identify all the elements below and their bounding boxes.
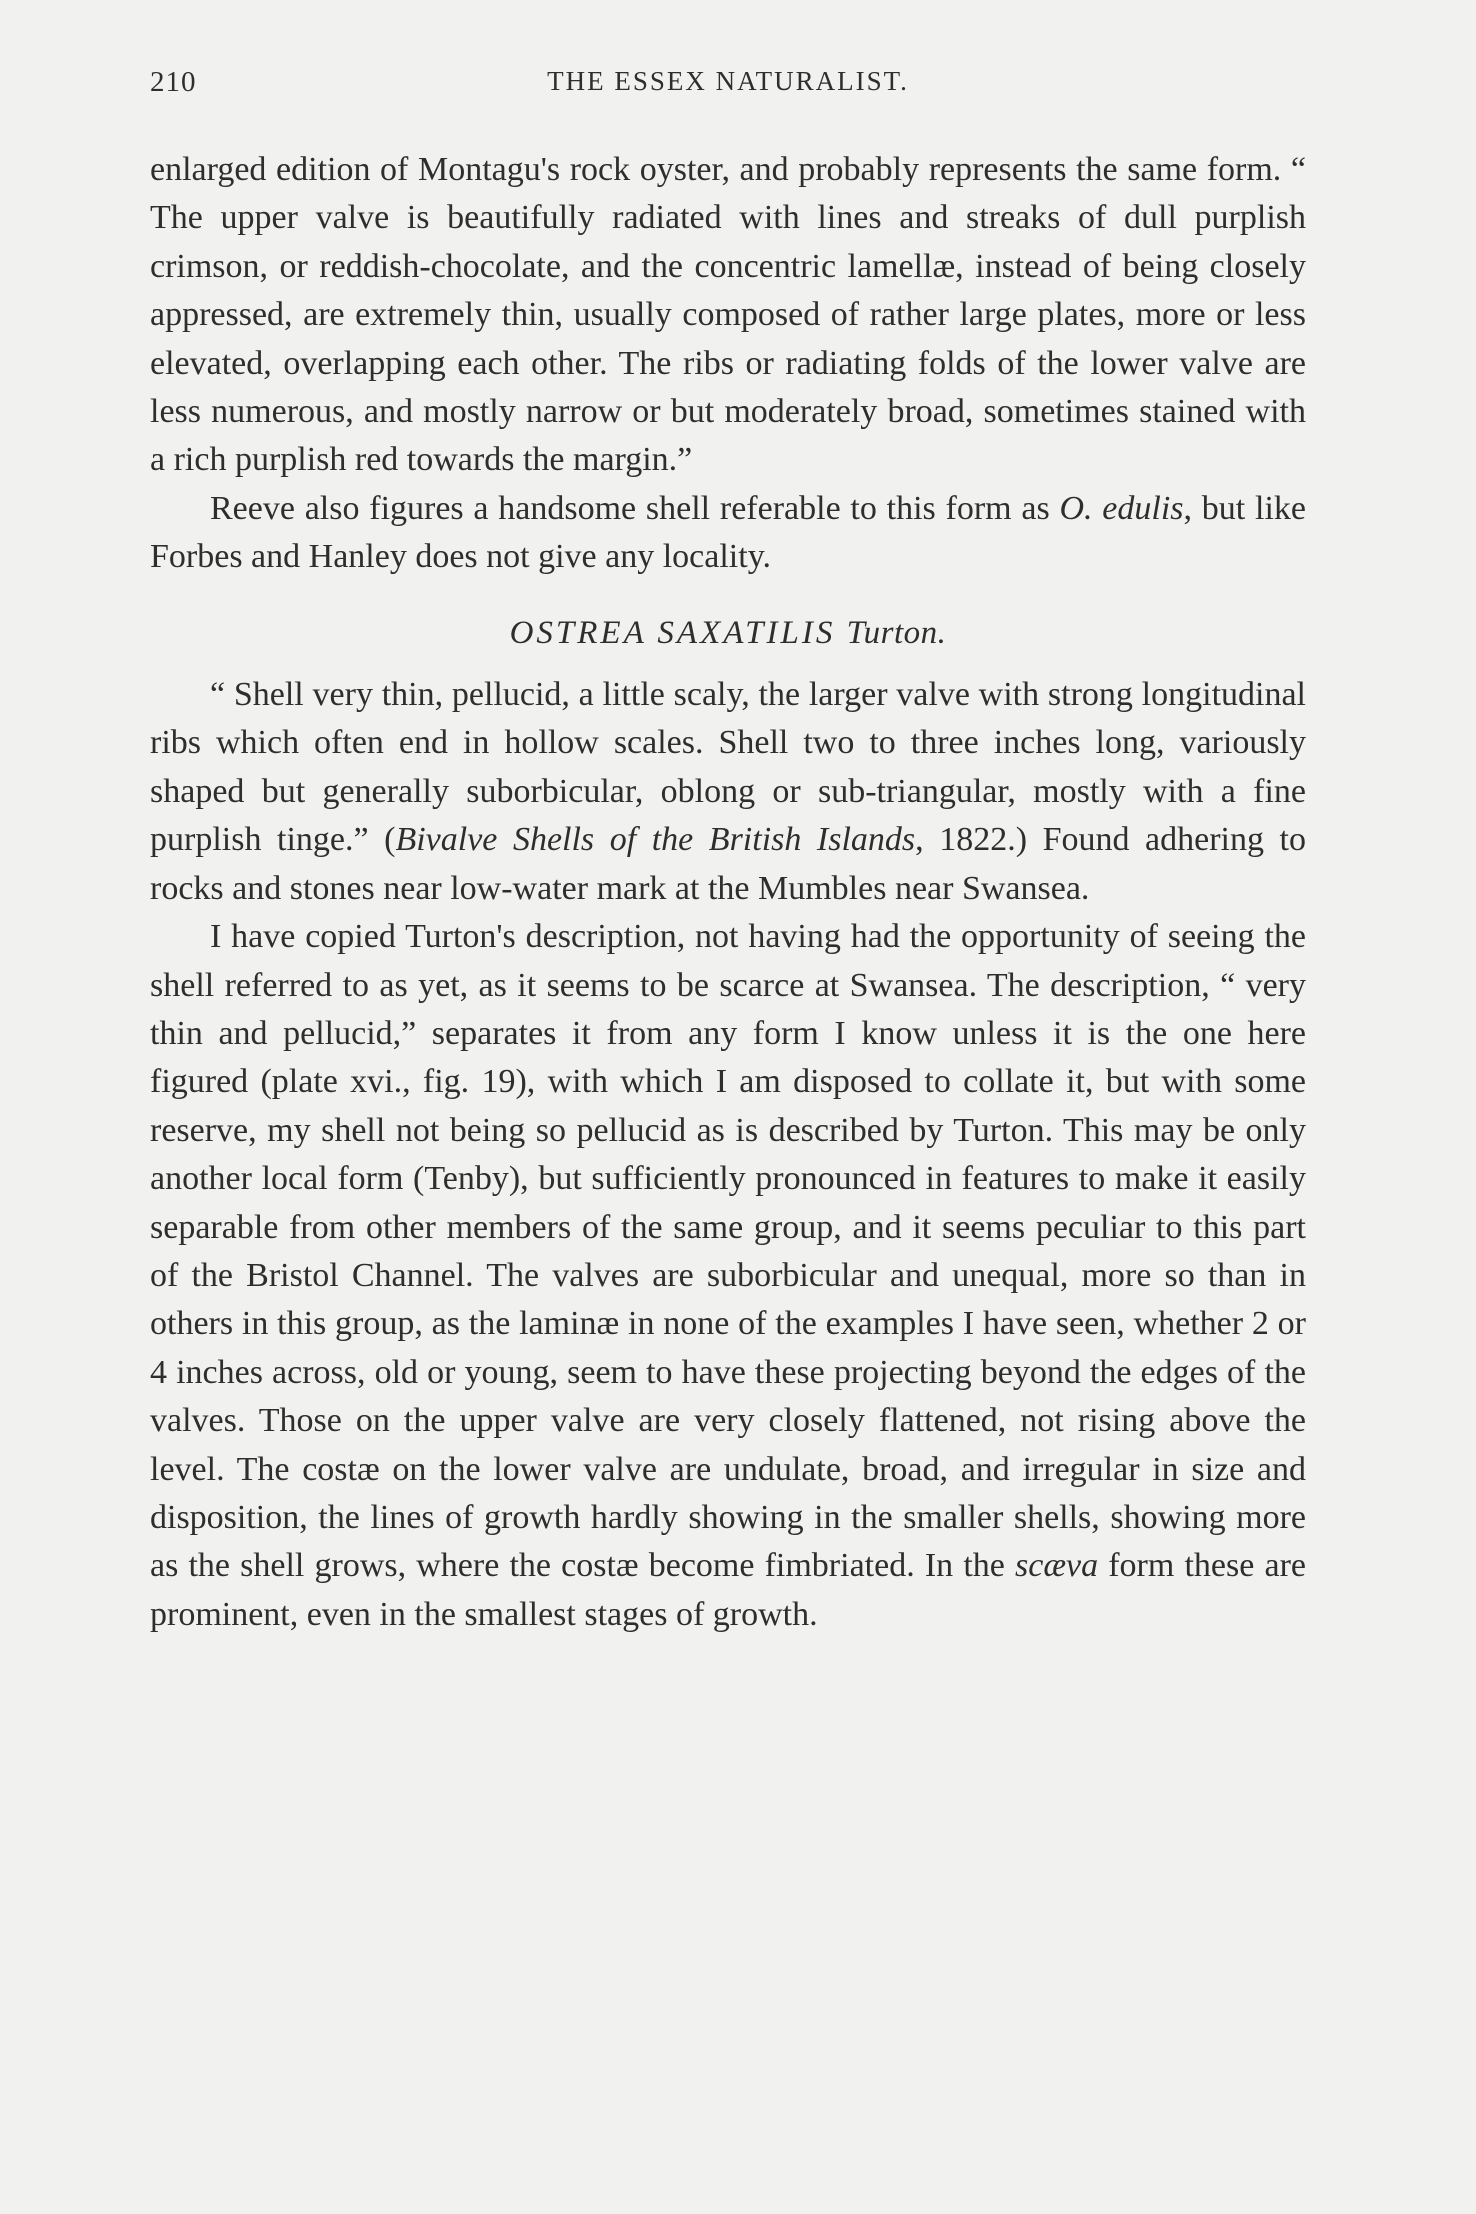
paragraph-turton-quote-text-b: , 1822.) Found adhering to rocks and stones near low-water mark at the Mumbles near Swansea. <box>150 821 1306 907</box>
page-number: 210 <box>150 66 197 98</box>
paragraph-turton-quote <box>150 671 1306 913</box>
species-heading: OSTREA SAXATILIS <box>509 614 836 651</box>
paragraph-montagu-oyster: enlarged edition of Montagu's rock oyster, and probably represents the same form. “ The upper valve is beautifully radiated with lines and streaks of dull purplish crimson, or reddish-chocolate, and the concentric lamellæ, instead of being closely appressed, are extremely thin, usually composed of rather large plates, more or less elevated, overlapping each other. The ribs or radiating folds of the lower valve are less numerous, and mostly narrow or but moderately broad, sometimes stained with a rich purplish red towards the margin.” <box>150 151 1306 479</box>
paragraph-reeve-text-a: Reeve also figures a handsome shell referable to this form as <box>210 489 1060 527</box>
book-title-bivalve-shells: Bivalve Shells of the British Islands <box>395 821 916 859</box>
form-name-scaeva: scæva <box>1015 1547 1099 1585</box>
species-name-edulis: O. edulis <box>1059 489 1184 527</box>
paragraph-description-text-b: form these are prominent, even in the smallest stages of growth. <box>150 1547 1306 1633</box>
paragraph-description-text-a: I have copied Turton's description, not having had the opportunity of seeing the shell referred to as yet, as it seems to be scarce at Swansea. The description, “ very thin and pellucid,” separates it from any form I know unless it is the one here figured (plate xvi., fig. 19), with which I am disposed to collate it, but with some reserve, my shell not being so pellucid as is described by Turton. This may be only another local form (Tenby), but sufficiently pronounced in features to make it easily separable from other members of the same group, and it seems peculiar to this part of the Bristol Channel. The valves are suborbicular and unequal, more so than in others in this group, as the laminæ in none of the examples I have seen, whether 2 or 4 inches across, old or young, seem to have these projecting beyond the edges of the valves. Those on the upper valve are very closely flattened, not rising above the level. The costæ on the lower valve are undulate, broad, and irregular in size and disposition, the lines of growth hardly showing in the smaller shells, showing more as the shell grows, where the costæ become fimbriated. In the <box>150 918 1306 1585</box>
paragraph-reeve-text-b: , but like Forbes and Hanley does not give any locality. <box>150 489 1306 576</box>
paragraph-reeve <box>150 485 1306 582</box>
species-authority: Turton. <box>846 614 947 651</box>
paragraph-turton-quote-text-a: “ Shell very thin, pellucid, a little scaly, the larger valve with strong longitudinal ribs which often end in hollow scales. Shell two to three inches long, variously shaped but generally suborbicular, oblong or sub-triangular, mostly with a fine purplish tinge.” ( <box>150 676 1306 859</box>
journal-title: THE ESSEX NATURALIST. <box>547 66 909 96</box>
paragraph-description <box>150 913 1306 1639</box>
body-text <box>150 146 1306 1639</box>
running-header <box>150 66 1306 106</box>
section-heading <box>150 609 1306 657</box>
